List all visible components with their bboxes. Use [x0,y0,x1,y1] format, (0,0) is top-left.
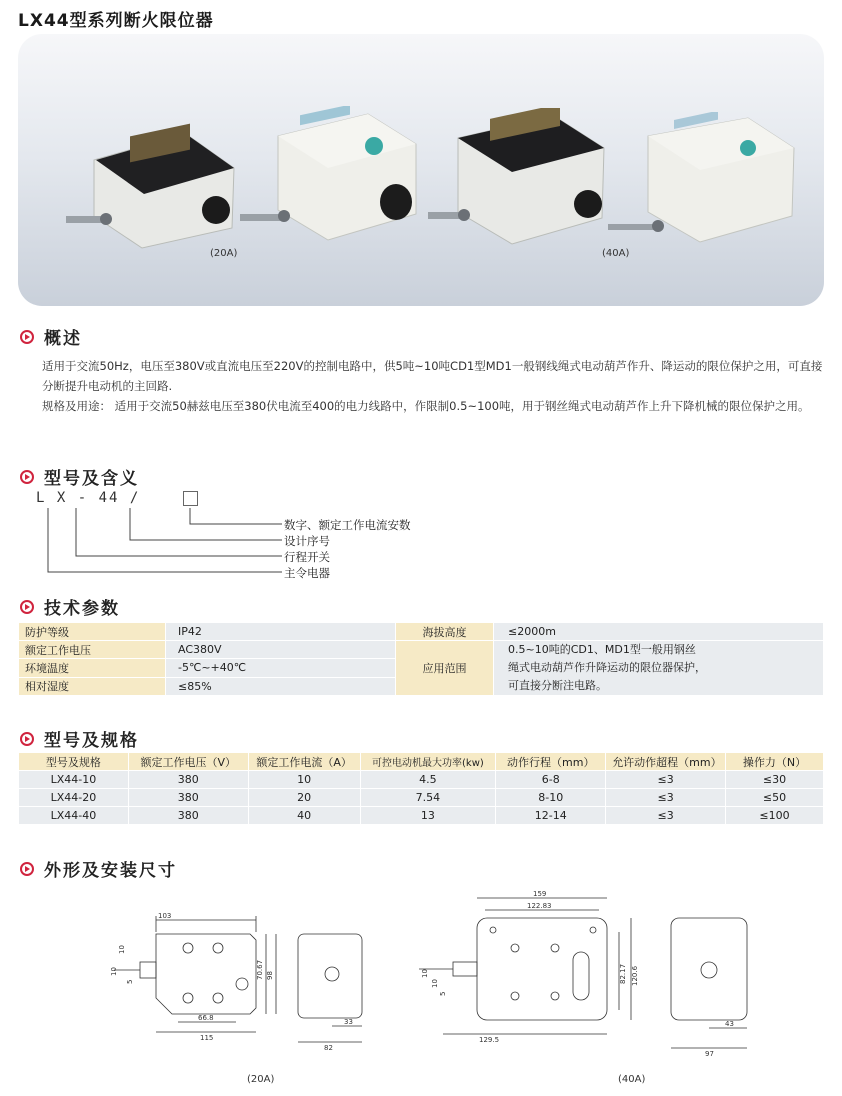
dim-40a-s1: 10 [421,969,429,978]
device-40a-open-image [428,108,608,248]
model-specs-table [18,752,824,825]
table-cell: 12-14 [496,807,606,825]
device-20a-closed-image [240,106,420,246]
table-cell: AC380V [166,641,396,659]
dim-20a-s1: 10 [118,945,126,954]
play-bullet-icon [20,470,34,484]
tech-params-table [18,622,824,696]
table-cell: ≤50 [726,789,824,807]
dim-20a-h2: 98 [266,971,274,980]
table-cell: 20 [248,789,360,807]
application-line: 0.5~10吨的CD1、MD1型一般用钢丝 [508,643,696,656]
application-line: 可直接分断注电路。 [508,679,607,692]
table-row [19,789,824,807]
table-cell: LX44-10 [19,771,129,789]
application-cell [494,641,824,696]
table-cell: 10 [248,771,360,789]
play-bullet-icon [20,862,34,876]
table-cell: 应用范围 [396,641,494,696]
section-model-meaning-heading [20,464,139,489]
overview-paragraph-1 [20,356,825,396]
section-title: 型号及含义 [44,469,139,489]
table-cell: ≤30 [726,771,824,789]
section-title: 技术参数 [44,599,120,619]
table-cell: ≤3 [606,771,726,789]
table-cell: ≤100 [726,807,824,825]
column-header: 额定工作电流（A） [248,753,360,771]
dim-40a-s3: 5 [439,991,447,996]
table-row [19,771,824,789]
dim-20a-side-b: 82 [324,1044,333,1050]
table-cell: LX44-40 [19,807,129,825]
dim-20a-h1: 70.67 [256,959,264,980]
overview-text-1: 适用于交流50Hz，电压至380V或直流电压至220V的控制电路中，供5吨~10吨CD1型MD1一般钢线绳式电动葫芦作升、降运动的限位保护之用，可直接分断提升电动机的主回路. [42,359,823,393]
model-meaning-leader-lines [30,506,290,586]
table-cell: 13 [360,807,496,825]
dim-40a-width-inner: 122.83 [527,902,552,910]
table-cell: ≤3 [606,789,726,807]
dim-20a-b1: 66.8 [198,1014,214,1022]
table-cell: 8-10 [496,789,606,807]
dim-20a-side-a: 33 [344,1018,353,1026]
table-cell: 相对湿度 [19,677,166,695]
column-header: 动作行程（mm） [496,753,606,771]
dim-40a-s2: 10 [431,979,439,988]
device-20a-open-image [66,120,246,250]
drawing-20a [100,910,370,1050]
dim-40a-h1: 82.17 [619,963,627,984]
column-header: 可控电动机最大功率(kw) [360,753,496,771]
table-header-row [19,753,824,771]
drawing-caption-40a: (40A) [618,1074,646,1085]
overview-text-2: 规格及用途： 适用于交流50赫兹电压至380伏电流至400的电力线路中，作限制0.5~100吨，用于钢丝绳式电动葫芦作上升下降机械的限位保护之用。 [42,399,810,413]
table-row [19,623,824,641]
table-row [19,807,824,825]
table-row [19,641,824,659]
dim-20a-b2: 115 [200,1034,214,1042]
dim-20a-s2: 10 [110,967,118,976]
play-bullet-icon [20,600,34,614]
section-title: 外形及安装尺寸 [44,861,177,881]
table-cell: 380 [128,789,248,807]
table-cell: ≤3 [606,807,726,825]
table-cell: 40 [248,807,360,825]
dim-20a-width-top: 103 [158,912,172,920]
column-header: 额定工作电压（V） [128,753,248,771]
dim-40a-b1: 129.5 [479,1036,500,1044]
section-dimensions-heading [20,856,177,881]
application-line: 绳式电动葫芦作升降运动的限位器保护， [508,661,706,674]
table-cell: IP42 [166,623,396,641]
column-header: 型号及规格 [19,753,129,771]
table-cell: 海拔高度 [396,623,494,641]
drawing-caption-20a: (20A) [247,1074,275,1085]
page-title: LX44型系列断火限位器 [18,11,214,31]
column-header: 操作力（N） [726,753,824,771]
product-photo-panel [18,34,824,306]
section-tech-params-heading [20,594,120,619]
model-code: L X - 44 / [36,490,141,506]
model-meaning-label-3: 行程开关 [284,550,330,564]
play-bullet-icon [20,330,34,344]
model-meaning-label-2: 设计序号 [284,534,330,548]
model-code-placeholder-box [183,491,198,506]
table-cell: 7.54 [360,789,496,807]
section-model-specs-heading [20,726,139,751]
dim-20a-s3: 5 [126,979,134,984]
table-cell: -5℃~+40℃ [166,659,396,677]
table-cell: 额定工作电压 [19,641,166,659]
device-40a-closed-image [608,112,798,252]
table-cell: 380 [128,771,248,789]
drawing-40a [405,888,765,1058]
dim-40a-side-b: 97 [705,1050,714,1058]
play-bullet-icon [20,732,34,746]
section-title: 型号及规格 [44,731,139,751]
table-cell: 环境温度 [19,659,166,677]
table-cell: 防护等级 [19,623,166,641]
table-cell: ≤85% [166,677,396,695]
table-cell: 6-8 [496,771,606,789]
model-meaning-label-4: 主令电器 [284,566,330,580]
table-cell: 4.5 [360,771,496,789]
overview-paragraph-2 [20,396,825,416]
column-header: 允许动作超程（mm） [606,753,726,771]
photo-caption-20a: (20A) [210,248,238,259]
dim-40a-side-a: 43 [725,1020,734,1028]
dim-40a-h2: 120.6 [631,965,639,986]
table-cell: 380 [128,807,248,825]
photo-caption-40a: (40A) [602,248,630,259]
section-title: 概述 [44,329,82,349]
table-cell: LX44-20 [19,789,129,807]
section-overview-heading [20,324,82,349]
dim-40a-width-top: 159 [533,890,547,898]
model-meaning-label-1: 数字、额定工作电流安数 [284,518,411,532]
table-cell: ≤2000m [494,623,824,641]
